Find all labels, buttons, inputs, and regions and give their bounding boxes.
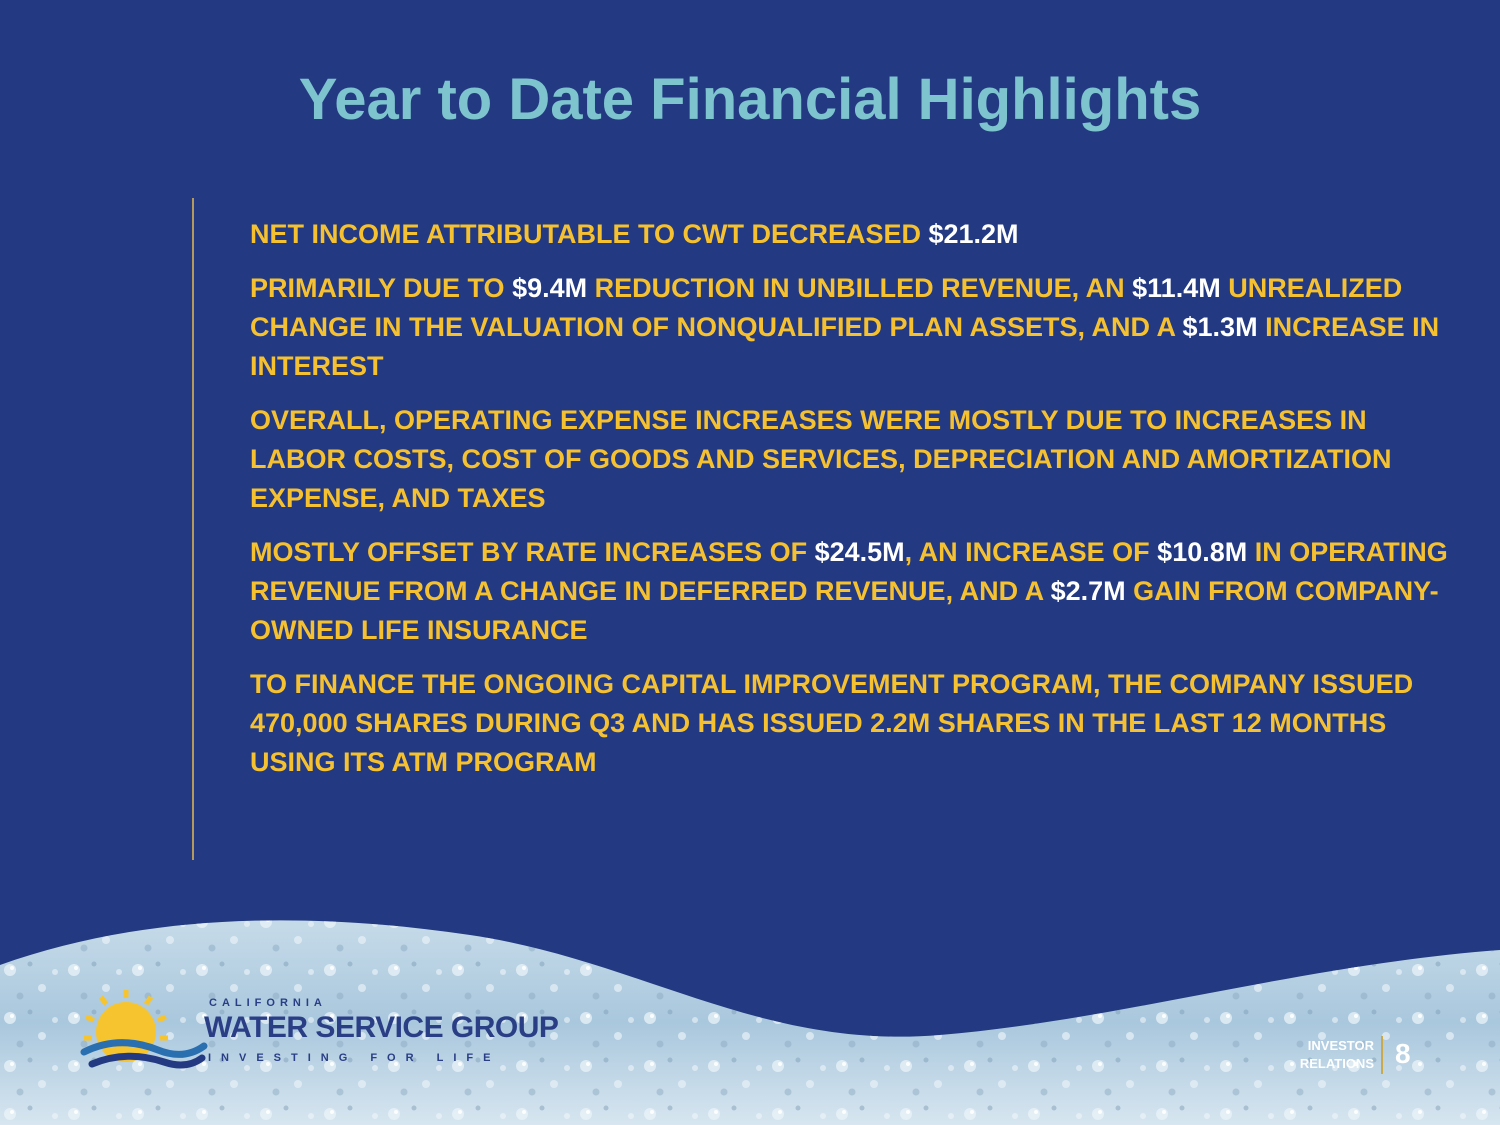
- vertical-divider: [192, 198, 194, 860]
- paragraph-text: INCREASE IN INTEREST: [250, 312, 1440, 381]
- highlight-figure: $1.3M: [1182, 312, 1258, 342]
- paragraph-text: IN OPERATING REVENUE FROM A CHANGE IN DEFERRED REVENUE, AND A: [250, 537, 1448, 606]
- logo-tagline: INVESTING FOR LIFE: [208, 1052, 501, 1064]
- paragraph-text: GAIN FROM COMPANY-OWNED LIFE INSURANCE: [250, 576, 1439, 645]
- highlight-figure: $21.2M: [928, 219, 1019, 249]
- logo-line-california: CALIFORNIA: [209, 997, 327, 1009]
- highlights-body: [250, 215, 1465, 797]
- paragraph-text: , AN INCREASE OF: [904, 537, 1158, 567]
- paragraph-text: OVERALL, OPERATING EXPENSE INCREASES WERE MOSTLY DUE TO INCREASES IN LABOR COSTS, COST OF GOODS AND SERVICES, DEPRECIATION AND AMORTIZATION EXPENSE, AND TAXES: [250, 405, 1392, 513]
- highlight-paragraph: [250, 269, 1465, 386]
- footer-divider: [1381, 1036, 1383, 1074]
- page-number: 8: [1395, 1038, 1411, 1069]
- highlight-paragraph: [250, 215, 1465, 254]
- highlight-figure: $9.4M: [512, 273, 588, 303]
- paragraph-text: UNREALIZED CHANGE IN THE VALUATION OF NONQUALIFIED PLAN ASSETS, AND A: [250, 273, 1403, 342]
- highlight-paragraph: [250, 665, 1465, 782]
- ir-line-1: INVESTOR: [1307, 1038, 1374, 1053]
- paragraph-text: PRIMARILY DUE TO: [250, 273, 513, 303]
- ir-line-2: RELATIONS: [1299, 1056, 1374, 1071]
- logo-line-company-name: WATER SERVICE GROUP: [204, 1011, 559, 1044]
- paragraph-text: REDUCTION IN UNBILLED REVENUE, AN: [587, 273, 1133, 303]
- highlight-figure: $2.7M: [1050, 576, 1126, 606]
- paragraph-text: NET INCOME ATTRIBUTABLE TO CWT DECREASED: [250, 219, 929, 249]
- highlight-figure: $10.8M: [1157, 537, 1248, 567]
- highlight-paragraph: [250, 533, 1465, 650]
- paragraph-text: TO FINANCE THE ONGOING CAPITAL IMPROVEMENT PROGRAM, THE COMPANY ISSUED 470,000 SHARES DURING Q3 AND HAS ISSUED 2.2M SHARES IN THE LAST 12 MONTHS USING ITS ATM PROGRAM: [250, 669, 1414, 777]
- investor-relations-label: [1276, 1037, 1374, 1073]
- slide-title: Year to Date Financial Highlights: [298, 67, 1202, 132]
- highlight-figure: $11.4M: [1132, 273, 1221, 303]
- highlight-paragraph: [250, 401, 1465, 518]
- highlight-figure: $24.5M: [814, 537, 905, 567]
- paragraph-text: MOSTLY OFFSET BY RATE INCREASES OF: [250, 537, 815, 567]
